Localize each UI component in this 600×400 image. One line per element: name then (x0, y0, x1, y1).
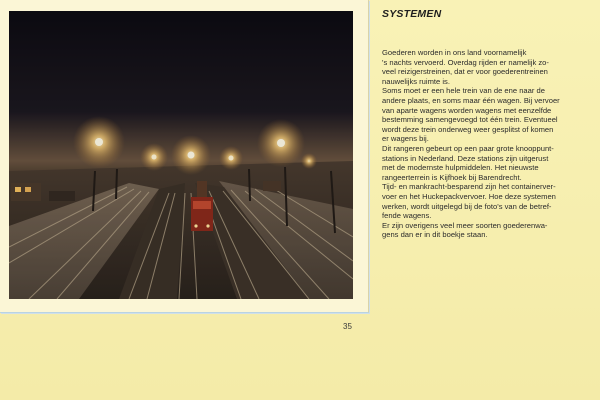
text-line: andere plaats, en soms maar één wagen. Bij vervoer (382, 95, 560, 105)
paragraph (382, 221, 582, 240)
paragraph (382, 48, 582, 86)
rail-yard-night-photo (9, 11, 353, 299)
text-line: Goederen worden in ons land voornamelijk (382, 48, 527, 57)
text-line: fende wagens. (382, 211, 432, 221)
text-line: gens dan er in dit boekje staan. (382, 230, 488, 240)
text-line: er wagens bij. (382, 134, 429, 144)
text-line: met de modernste hulpmiddelen. Het nieuwste (382, 163, 539, 173)
paragraph (382, 86, 582, 144)
text-line: werken, wordt uitgelegd bij de foto's van de betref- (382, 201, 552, 211)
text-line: Soms moet er een hele trein van de ene naar de (382, 86, 545, 96)
text-line: Tijd- en mankracht-besparend zijn het containerver- (382, 182, 556, 192)
body-text (382, 48, 582, 240)
text-line: bestemming samengevoegd tot één trein. Eventueel (382, 115, 558, 125)
text-line: Er zijn overigens veel meer soorten goederenwa- (382, 220, 548, 230)
text-line: veel reizigerstreinen, dat er voor goederentreinen (382, 67, 548, 77)
section-heading: SYSTEMEN (382, 8, 442, 20)
text-line: Dit rangeren gebeurt op een paar grote knooppunt- (382, 143, 554, 153)
page-number: 35 (343, 322, 352, 331)
text-line: rangeerterrein is Kijfhoek bij Barendrecht. (382, 172, 522, 182)
text-line: voer en het Huckepackvervoer. Hoe deze systemen (382, 191, 556, 201)
paragraph (382, 144, 582, 182)
text-line: 's nachts vervoerd. Overdag rijden er namelijk zo- (382, 57, 549, 67)
text-line: nauwelijks ruimte is. (382, 76, 450, 86)
text-line: van aparte wagens worden wagens met eenzelfde (382, 105, 552, 115)
paragraph (382, 182, 582, 220)
text-line: wordt deze trein onderweg weer gesplitst of komen (382, 124, 554, 134)
photo-panel (0, 0, 369, 313)
text-line: stations in Nederland. Deze stations zijn uitgerust (382, 153, 549, 163)
